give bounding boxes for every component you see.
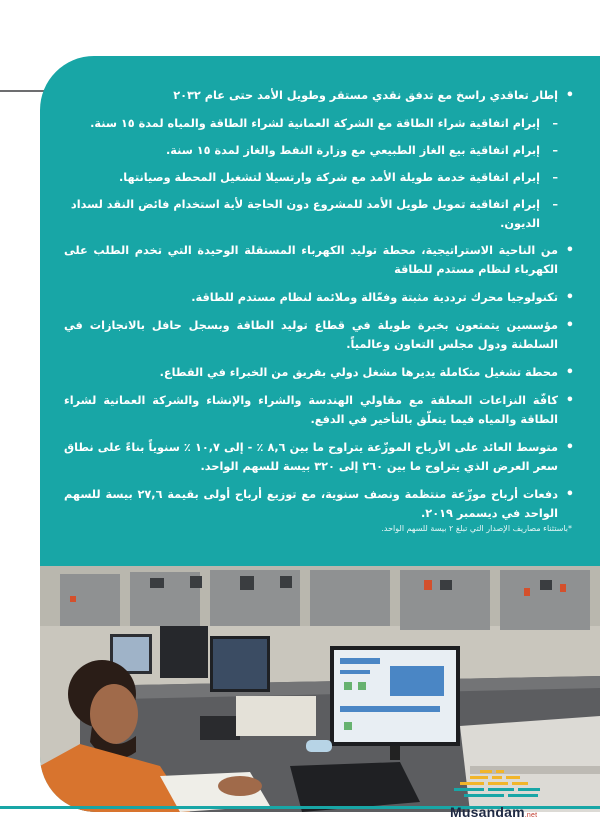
sub-item-service-agreement: – إبرام اتفاقية خدمة طويلة الأمد مع شركة وارتسيلا لتشغيل المحطة وصيانتها. — [64, 168, 574, 187]
sub-item-gas-sale: – إبرام اتفاقية بيع الغاز الطبيعي مع وزارة النفط والغاز لمدة ١٥ سنة. — [64, 141, 574, 160]
footnote: *باستثناء مصاريف الإصدار التي تبلغ ٢ بيسة للسهم الواحد. — [381, 524, 572, 533]
bullet-technology: • تكنولوجيا محرك ترددية مثبتة وفعّالة وملائمة لنظام مستدم للطاقة. — [64, 288, 574, 307]
bullet-dividend-payments: • دفعات أرباح موزّعة منتظمة ونصف سنوية، مع توزيع أرباح أولى بقيمة ٢٧,٦ بيسة للسهم الواحد في ديسمبر ٢٠١٩. — [64, 485, 574, 523]
bullet-operations: • محطة تشغيل متكاملة يديرها مشغل دولي بفريق من الخبراء في القطاع. — [64, 363, 574, 382]
logo-name: Musandam — [450, 804, 525, 820]
bullet-contract-framework: • إطار تعاقدي راسخ مع تدفق نقدي مستقر وطويل الأمد حتى عام ٢٠٣٢ — [64, 86, 574, 105]
side-divider-line — [0, 90, 48, 92]
bullet-dividend-yield: • متوسط العائد على الأرباح الموزّعة يتراوح ما بين ٨,٦ ٪ - إلى ١٠,٧ ٪ سنوياً بناءً على نطاق سعر العرض الذي يتراوح ما بين ٢٦٠ إلى ٣٢٠ بيسة للسهم الواحد. — [64, 438, 574, 476]
logo-suffix: .net — [524, 812, 538, 819]
sub-item-financing: – إبرام اتفاقية تمويل طويل الأمد للمشروع دون الحاجة لأية استخدام فائض النقد لسداد الديون. — [64, 195, 574, 233]
musandam-logo-graphic — [450, 764, 590, 804]
musandam-logo[interactable] — [450, 764, 590, 822]
bullet-strategic: • من الناحية الاستراتيجية، محطة توليد الكهرباء المستقلة الوحيدة التي تخدم الطلب على الكهرباء لنظام مستدم للطاقة — [64, 241, 574, 279]
highlights-list — [64, 86, 574, 532]
bullet-founders: • مؤسسين يتمتعون بخبرة طويلة في قطاع توليد الطاقة وبسجل حافل بالانجازات في السلطنة ودول مجلس التعاون وعالمياً. — [64, 316, 574, 354]
teal-content-panel — [40, 56, 600, 812]
bullet-disputes: • كافّة النزاعات المعلقة مع مقاولي الهندسة والشراء والإنشاء والشركة العمانية لشراء الطاقة والمياه فيما يتعلّق بالتأخير في الدفع. — [64, 391, 574, 429]
sub-item-power-purchase: – إبرام اتفاقية شراء الطاقة مع الشركة العمانية لشراء الطاقة والمياه لمدة ١٥ سنة. — [64, 114, 574, 133]
